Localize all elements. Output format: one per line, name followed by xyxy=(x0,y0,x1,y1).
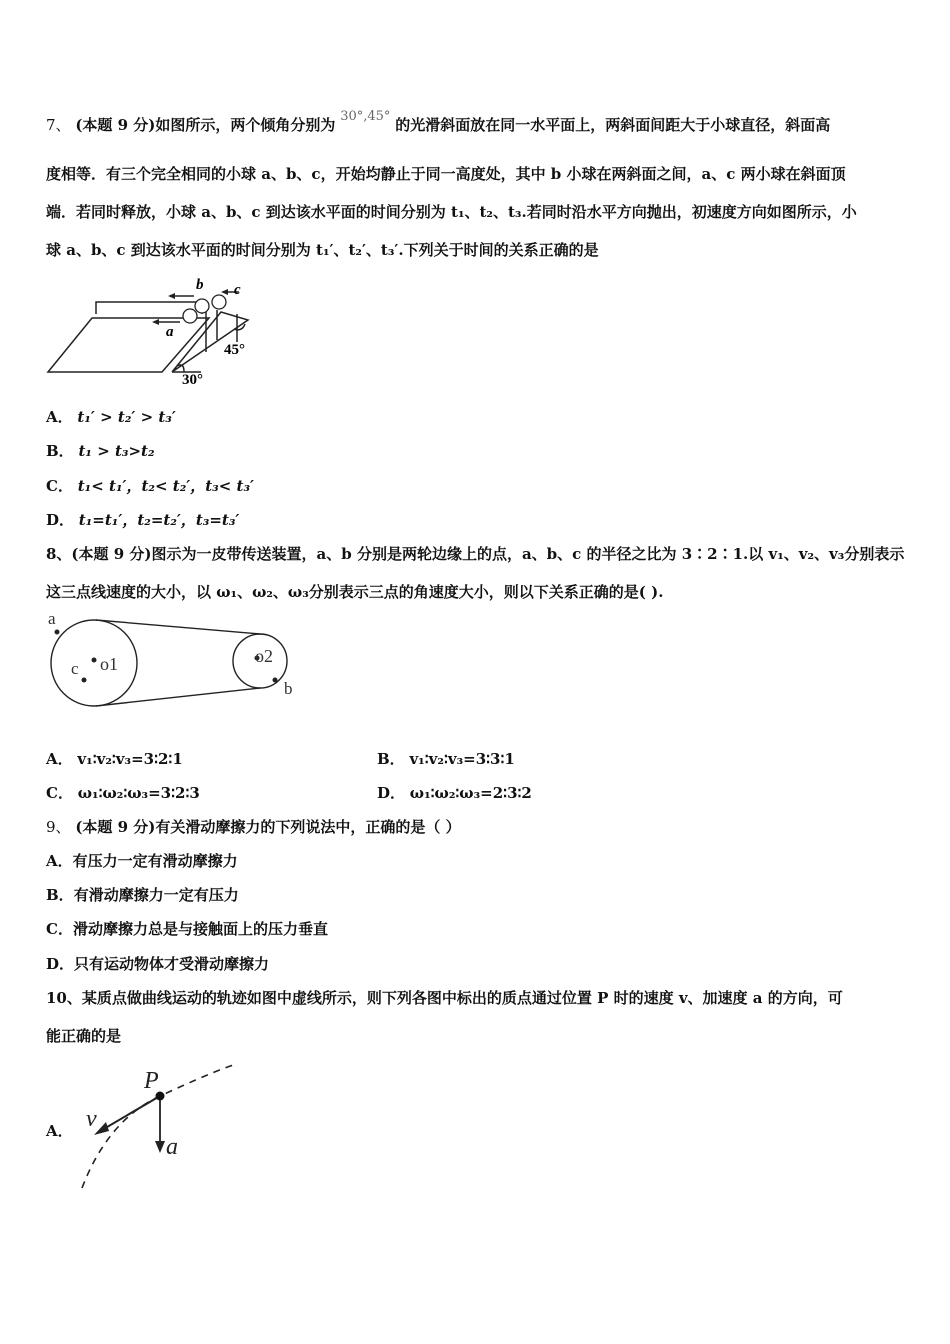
q7-option-d xyxy=(46,510,239,530)
point-p-label: P xyxy=(144,1068,159,1094)
q8-belt-figure xyxy=(44,608,304,708)
option-label: C． xyxy=(46,920,73,938)
option-label: D． xyxy=(377,784,406,802)
option-text: ω₁∶ω₂∶ω₃=2∶3∶2 xyxy=(409,784,532,802)
q10-line-1: 10、某质点做曲线运动的轨迹如图中虚线所示，则下列各图中标出的质点通过位置 P 时的速度 v、加速度 a 的方向，可 xyxy=(46,989,843,1007)
option-text: t₁< t₁′，t₂< t₂′，t₃< t₃′ xyxy=(77,477,254,495)
q8-option-c xyxy=(46,783,200,803)
q7-incline-figure xyxy=(44,274,274,389)
option-label: A． xyxy=(46,408,73,426)
option-label: D． xyxy=(46,511,75,529)
option-text: 有压力一定有滑动摩擦力 xyxy=(72,852,238,870)
option-text: t₁′ > t₂′ > t₃′ xyxy=(77,408,176,426)
option-text: v₁∶v₂∶v₃=3∶2∶1 xyxy=(77,750,183,768)
option-text: 只有运动物体才受滑动摩擦力 xyxy=(74,955,270,973)
option-label: A． xyxy=(46,750,73,768)
point-a-label: a xyxy=(48,609,56,628)
point-b-label: b xyxy=(284,679,293,698)
q7-option-b xyxy=(46,441,155,461)
q7-line-2: 度相等．有三个完全相同的小球 a、b、c，开始均静止于同一高度处，其中 b 小球在两斜面之间，a、c 两小球在斜面顶 xyxy=(46,165,846,183)
option-text: ω₁∶ω₂∶ω₃=3∶2∶3 xyxy=(77,784,200,802)
center-o1-label: o1 xyxy=(100,654,118,674)
q9-option-c xyxy=(46,919,328,939)
q9-option-b xyxy=(46,885,239,905)
q9-number: 9、 xyxy=(46,818,71,836)
option-label: D． xyxy=(46,955,75,973)
option-text: t₁ > t₃>t₂ xyxy=(78,442,155,460)
option-label: B． xyxy=(46,886,74,904)
option-label: B． xyxy=(46,442,74,460)
q10-line-2: 能正确的是 xyxy=(46,1027,122,1045)
option-text: 有滑动摩擦力一定有压力 xyxy=(73,886,239,904)
q10-trajectory-figure xyxy=(78,1060,248,1195)
q9-option-d xyxy=(46,954,269,974)
q8-line-1: 8、(本题 9 分)图示为一皮带传送装置，a、b 分别是两轮边缘上的点，a、b、c 的半径之比为 3∶2∶1.以 v₁、v₂、v₃分别表示 xyxy=(46,545,905,563)
q7-stem-part-1: 如图所示，两个倾角分别为 xyxy=(155,116,336,134)
angle-30-label: 30° xyxy=(182,372,203,388)
q8-option-a xyxy=(46,749,183,769)
ball-b-label: b xyxy=(196,277,204,293)
q8-line-2: 这三点线速度的大小，以 ω₁、ω₂、ω₃分别表示三点的角速度大小，则以下关系正确的是( ). xyxy=(46,583,664,601)
q7-option-a xyxy=(46,407,176,427)
q9-question: 有关滑动摩擦力的下列说法中，正确的是（ ） xyxy=(155,818,461,836)
option-text: v₁∶v₂∶v₃=3∶3∶1 xyxy=(409,750,515,768)
option-label: A． xyxy=(46,852,73,870)
q7-line-4: 球 a、b、c 到达该水平面的时间分别为 t₁′、t₂′、t₃′.下列关于时间的关系正确的是 xyxy=(46,241,599,259)
option-label: C． xyxy=(46,477,73,495)
q9-option-a xyxy=(46,851,238,871)
q7-angles: 30°,45° xyxy=(340,109,391,124)
q9-score: (本题 9 分) xyxy=(75,818,156,836)
option-text: 滑动摩擦力总是与接触面上的压力垂直 xyxy=(72,920,328,938)
option-label: C． xyxy=(46,784,73,802)
q7-score: (本题 9 分) xyxy=(75,116,156,134)
q7-number: 7、 xyxy=(46,116,71,134)
ball-a-label: a xyxy=(166,324,174,340)
q10-option-a-label: A． xyxy=(46,1122,73,1140)
acceleration-a-label: a xyxy=(166,1134,178,1160)
q7-line-3: 端．若同时释放，小球 a、b、c 到达该水平面的时间分别为 t₁、t₂、t₃.若同时沿水平方向抛出，初速度方向如图所示，小 xyxy=(46,203,857,221)
point-c-label: c xyxy=(71,659,79,678)
q7-stem-part-2: 的光滑斜面放在同一水平面上，两斜面间距大于小球直径，斜面高 xyxy=(395,116,831,134)
option-text: t₁=t₁′，t₂=t₂′，t₃=t₃′ xyxy=(78,511,240,529)
ball-c-label: c xyxy=(234,282,241,298)
q8-option-b xyxy=(377,749,515,769)
q7-line-1 xyxy=(46,109,831,137)
q9-stem xyxy=(46,817,461,837)
option-label: B． xyxy=(377,750,405,768)
center-o2-label: o2 xyxy=(255,646,273,666)
velocity-v-label: v xyxy=(86,1106,97,1132)
angle-45-label: 45° xyxy=(224,342,245,358)
q8-option-d xyxy=(377,783,532,803)
q7-option-c xyxy=(46,476,254,496)
